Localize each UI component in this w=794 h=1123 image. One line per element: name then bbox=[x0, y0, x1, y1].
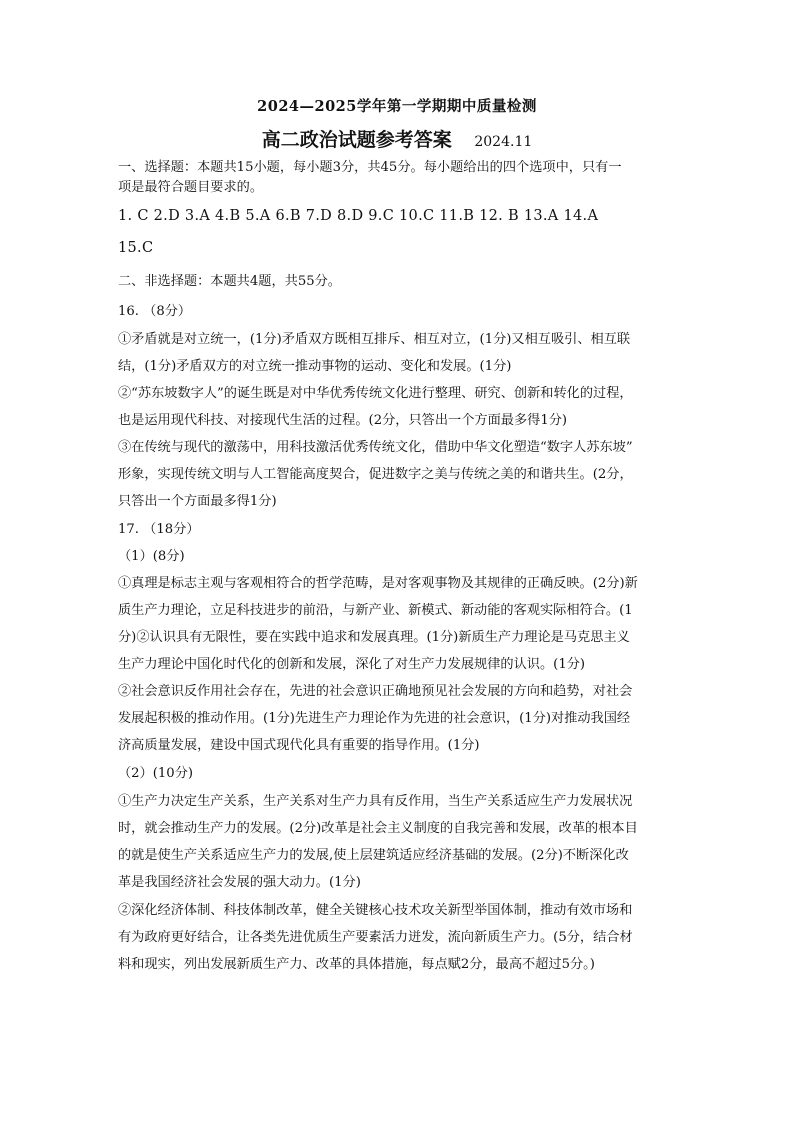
mc-answers-line1: 1. C 2.D 3.A 4.B 5.A 6.B 7.D 8.D 9.C 10.C 11.B 12. B 13.A 14.A bbox=[118, 208, 599, 224]
q16-point3-line3: 只答出一个方面最多得1分) bbox=[118, 494, 277, 509]
q16-point2-line1: ②“苏东坡数字人”的诞生既是对中华优秀传统文化进行整理、研究、创新和转化的过程， bbox=[118, 386, 633, 401]
q17-heading: 17. （18分） bbox=[118, 522, 200, 537]
section1-instruction-line2: 项是最符合题目要求的。 bbox=[118, 180, 264, 195]
exam-title: 2024—2025学年第一学期期中质量检测 bbox=[257, 98, 537, 115]
q17-part1-line6: 发展起积极的推动作用。(1分)先进生产力理论作为先进的社会意识，(1分)对推动我国经 bbox=[118, 711, 631, 726]
q17-part2-line6: 有为政府更好结合，让各类先进优质生产要素活力迸发，流向新质生产力。(5分，结合材 bbox=[118, 930, 633, 945]
doc-title: 高二政治试题参考答案 bbox=[261, 129, 452, 151]
q16-heading: 16. （8分） bbox=[118, 304, 192, 319]
q17-part2-heading: （2）(10分) bbox=[118, 766, 194, 781]
q17-part1-heading: （1）(8分) bbox=[118, 549, 185, 564]
q17-part2-line4: 革是我国经济社会发展的强大动力。(1分) bbox=[118, 875, 361, 890]
doc-date: 2024.11 bbox=[474, 134, 533, 150]
q17-part1-line3: 分)②认识具有无限性，要在实践中追求和发展真理。(1分)新质生产力理论是马克思主义 bbox=[118, 630, 630, 645]
q16-point3-line2: 形象，实现传统文明与人工智能高度契合，促进数字之美与传统之美的和谐共生。(2分， bbox=[118, 467, 633, 482]
q17-part2-line2: 时，就会推动生产力的发展。(2分)改革是社会主义制度的自我完善和发展，改革的根本目 bbox=[118, 821, 638, 836]
mc-answers-line2: 15.C bbox=[118, 240, 154, 256]
q17-part1-line2: 质生产力理论，立足科技进步的前沿，与新产业、新模式、新动能的客观实际相符合。(1 bbox=[118, 603, 633, 618]
q17-part2-line3: 的就是使生产关系适应生产力的发展,使上层建筑适应经济基础的发展。(2分)不断深化改 bbox=[118, 848, 629, 863]
q17-part1-line1: ①真理是标志主观与客观相符合的哲学范畴，是对客观事物及其规律的正确反映。(2分)新 bbox=[118, 576, 638, 591]
q17-part2-line1: ①生产力决定生产关系，生产关系对生产力具有反作用，当生产关系适应生产力发展状况 bbox=[118, 794, 633, 809]
q16-point3-line1: ③在传统与现代的激荡中，用科技激活优秀传统文化，借助中华文化塑造“数字人苏东坡” bbox=[118, 440, 633, 455]
q17-part1-line4: 生产力理论中国化时代化的创新和发展，深化了对生产力发展规律的认识。(1分) bbox=[118, 657, 586, 672]
doc-title-row bbox=[0, 125, 794, 152]
section2-heading: 二、非选择题：本题共4题，共55分。 bbox=[118, 274, 341, 289]
q16-point1-line1: ①矛盾就是对立统一，(1分)矛盾双方既相互排斥、相互对立，(1分)又相互吸引、相互联 bbox=[118, 332, 631, 347]
q17-part1-line7: 济高质量发展，建设中国式现代化具有重要的指导作用。(1分) bbox=[118, 738, 480, 753]
q17-part1-line5: ②社会意识反作用社会存在，先进的社会意识正确地预见社会发展的方向和趋势，对社会 bbox=[118, 684, 633, 699]
q17-part2-line5: ②深化经济体制、科技体制改革，健全关键核心技术攻关新型举国体制，推动有效市场和 bbox=[118, 903, 633, 918]
q16-point1-line2: 结，(1分)矛盾双方的对立统一推动事物的运动、变化和发展。(1分) bbox=[118, 359, 512, 374]
section1-instruction-line1: 一、选择题：本题共15小题，每小题3分，共45分。每小题给出的四个选项中，只有一 bbox=[118, 160, 622, 175]
q17-part2-line7: 料和现实，列出发展新质生产力、改革的具体措施，每点赋2分，最高不超过5分。) bbox=[118, 957, 595, 972]
q16-point2-line2: 也是运用现代科技、对接现代生活的过程。(2分，只答出一个方面最多得1分) bbox=[118, 413, 568, 428]
